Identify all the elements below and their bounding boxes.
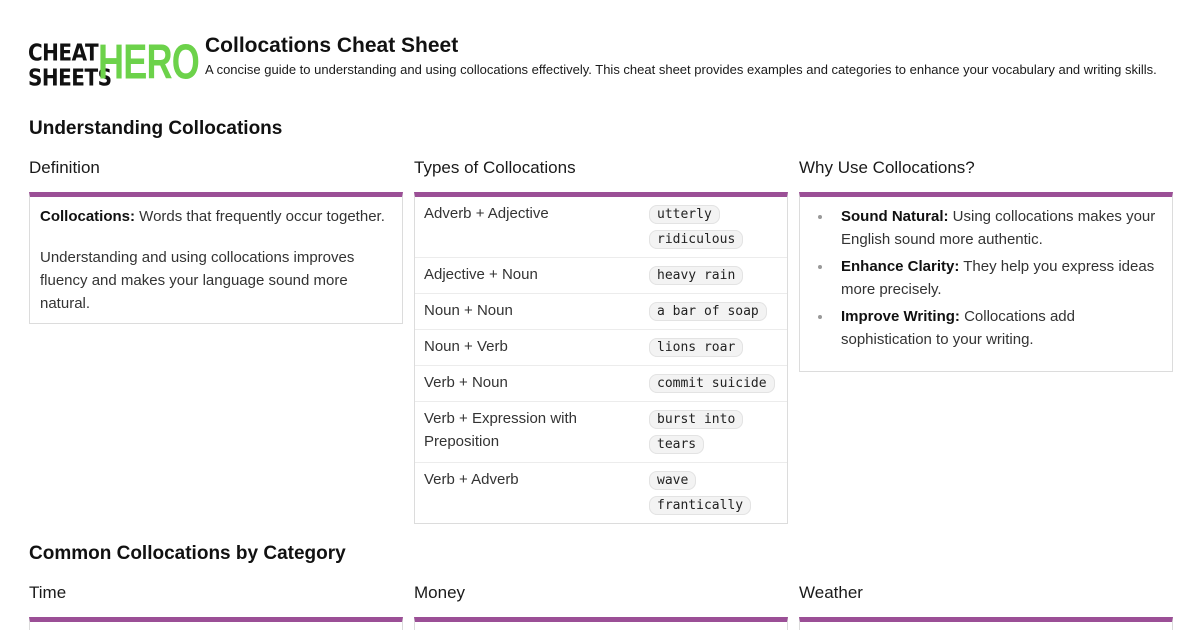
why-card [799, 192, 1173, 372]
logo-cheat-text: CHEAT [28, 38, 99, 67]
list-item: Sound Natural: Using collocations makes your English sound more authentic. [816, 205, 1166, 251]
cheatsheets-hero-logo[interactable] [28, 34, 199, 92]
table-row [415, 366, 787, 402]
type-label: Adverb + Adjective [415, 197, 639, 258]
type-label: Noun + Noun [415, 294, 639, 330]
column-money [414, 581, 788, 630]
list-item: Enhance Clarity: They help you express ideas more precisely. [816, 255, 1166, 301]
table-row [415, 463, 787, 524]
table-row [415, 197, 787, 258]
types-card [414, 192, 788, 524]
table-row [415, 402, 787, 463]
list-item: Improve Writing: Collocations add sophistication to your writing. [816, 305, 1166, 351]
type-label: Noun + Verb [415, 330, 639, 366]
types-table [415, 197, 787, 523]
money-card [414, 617, 788, 630]
example-code: wave frantically [649, 471, 751, 515]
table-row [415, 330, 787, 366]
example-code: utterly ridiculous [649, 205, 743, 249]
example-code: heavy rain [649, 266, 743, 285]
table-row [415, 258, 787, 294]
column-title: Why Use Collocations? [799, 158, 975, 177]
column-types [414, 156, 788, 524]
page-title: Collocations Cheat Sheet [205, 34, 459, 57]
example-code: lions roar [649, 338, 743, 357]
column-title: Types of Collocations [414, 158, 576, 177]
column-why [799, 156, 1173, 372]
type-label: Verb + Noun [415, 366, 639, 402]
definition-text: Collocations: Words that frequently occur together. [40, 208, 385, 225]
logo-hero-text: HERO [98, 34, 199, 90]
definition-paragraph: Understanding and using collocations improves fluency and makes your language sound more natural. [40, 249, 355, 312]
column-title: Weather [799, 583, 863, 602]
logo-sheets-text: SHEETS [28, 63, 112, 92]
title-block [205, 33, 1165, 78]
column-title: Definition [29, 158, 100, 177]
example-code: a bar of soap [649, 302, 767, 321]
type-label: Verb + Expression with Preposition [415, 402, 639, 463]
page-subtitle: A concise guide to understanding and using collocations effectively. This cheat sheet provides examples and categories to enhance your vocabulary and writing skills. [205, 62, 1157, 77]
weather-card [799, 617, 1173, 630]
table-row [415, 294, 787, 330]
page-header [28, 33, 1178, 103]
definition-card [29, 192, 403, 324]
section-title-common: Common Collocations by Category [29, 543, 346, 564]
column-title: Time [29, 583, 67, 602]
example-code: commit suicide [649, 374, 775, 393]
example-code: burst into tears [649, 410, 743, 454]
column-title: Money [414, 583, 466, 602]
time-card [29, 617, 403, 630]
type-label: Adjective + Noun [415, 258, 639, 294]
why-list [800, 205, 1172, 371]
column-time [29, 581, 403, 630]
definition-term: Collocations: [40, 208, 136, 225]
column-definition [29, 156, 403, 324]
type-label: Verb + Adverb [424, 471, 519, 488]
section-title-understanding: Understanding Collocations [29, 118, 283, 139]
column-weather [799, 581, 1173, 630]
